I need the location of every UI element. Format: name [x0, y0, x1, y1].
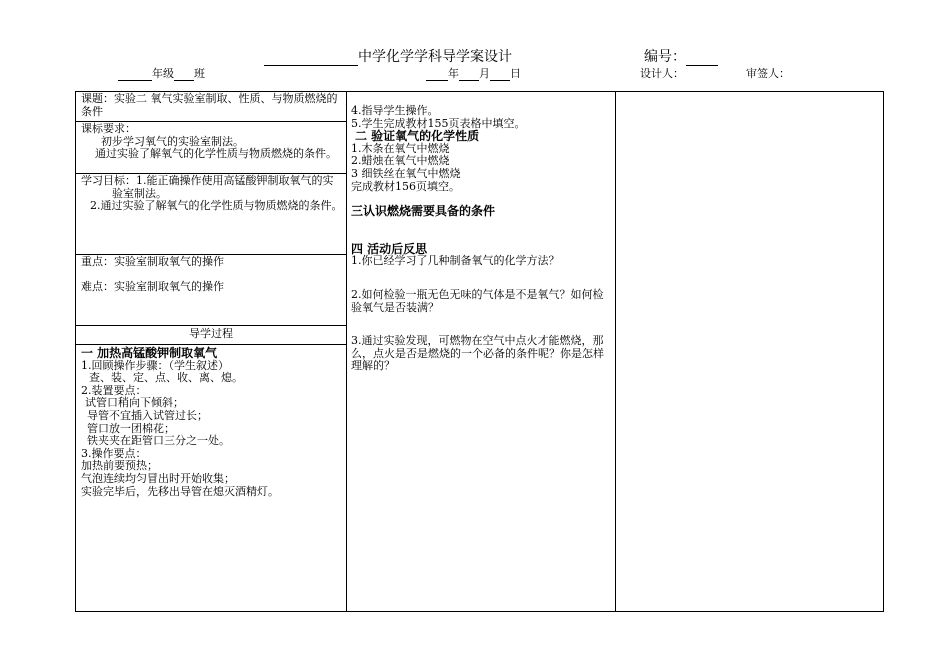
row-divider [76, 325, 346, 326]
step-line: 2.装置要点： [81, 383, 147, 397]
goal-item: 2.通过实验了解氧气的化学性质与物质燃烧的条件。 [90, 199, 343, 213]
grade-class-field: 年级 班 [118, 65, 205, 81]
reflection-question: 3.通过实验发现，可燃物在空气中点火才能燃烧，那么，点火是否是燃烧的一个必备的条件呢？你是怎样理解的？ [351, 334, 604, 373]
key-cell [81, 256, 343, 293]
topic-cell [81, 93, 343, 118]
activity-line: 4.指导学生操作。 [351, 104, 439, 117]
process-header: 导学过程 [189, 327, 233, 340]
column-divider-1 [346, 92, 347, 611]
section-1-title: 一 加热高锰酸钾制取氧气 [81, 346, 218, 360]
experiment-line: 1.木条在氧气中燃烧 [351, 141, 450, 155]
activity-cell [351, 105, 611, 373]
topic-text: 课题：实验二 氧气实验室制取、性质、与物质燃烧的条件 [81, 92, 338, 118]
step-line: 气泡连续均匀冒出时开始收集； [81, 471, 235, 485]
step-line: 加热前要预热； [81, 459, 158, 473]
section-4-title: 四 活动后反思 [351, 241, 428, 256]
experiment-line: 完成教材156页填空。 [351, 179, 460, 193]
step-line: 管口放一团棉花； [87, 421, 175, 435]
reviewer-label: 审签人： [746, 67, 790, 80]
step-line: 1.回顾操作步骤：（学生叙述） [81, 358, 229, 372]
goals-cell [81, 175, 343, 213]
difficult-point: 难点：实验室制取氧气的操作 [81, 279, 224, 293]
standard-title: 课标要求： [81, 122, 136, 135]
section-2-title: 二 验证氧气的化学性质 [355, 129, 480, 144]
step-line: 3.操作要点： [81, 446, 147, 460]
process-cell [81, 347, 343, 498]
code-label: 编号： [644, 46, 718, 66]
experiment-line: 3 细铁丝在氧气中燃烧 [351, 166, 461, 180]
reflection-question: 1.你已经学习了几种制备氧气的化学方法？ [351, 254, 560, 268]
standard-cell [81, 123, 343, 161]
step-line: 试管口稍向下倾斜； [85, 396, 184, 410]
designer-label: 设计人： [640, 67, 684, 80]
date-field: 年 月 日 [426, 65, 521, 81]
step-line: 实验完毕后，先移出导管在熄灭酒精灯。 [81, 484, 279, 498]
document-title: 中学化学学科导学案设计 [264, 46, 512, 66]
standard-item: 初步学习氧气的实验室制法。 [101, 134, 244, 148]
experiment-line: 2.蜡烛在氧气中燃烧 [351, 154, 450, 168]
step-line: 铁夹夹在距管口三分之一处。 [87, 434, 230, 448]
step-line: 查、装、定、点、收、离、熄。 [89, 371, 243, 385]
section-3-title: 三认识燃烧需要具备的条件 [351, 204, 496, 219]
key-point: 重点：实验室制取氧气的操作 [81, 255, 224, 268]
goal-item: 学习目标：1.能正确操作使用高锰酸钾制取氧气的实验室制法。 [81, 174, 334, 200]
lesson-plan-table [75, 91, 884, 612]
activity-line: 5.学生完成教材155页表格中填空。 [351, 116, 526, 130]
reflection-question: 2.如何检验一瓶无色无味的气体是不是氧气？如何检验氧气是否装满？ [351, 287, 604, 314]
row-divider [76, 344, 346, 345]
step-line: 导管不宜插入试管过长； [87, 408, 208, 422]
column-divider-2 [615, 92, 616, 611]
standard-item: 通过实验了解氧气的化学性质与物质燃烧的条件。 [95, 147, 337, 161]
